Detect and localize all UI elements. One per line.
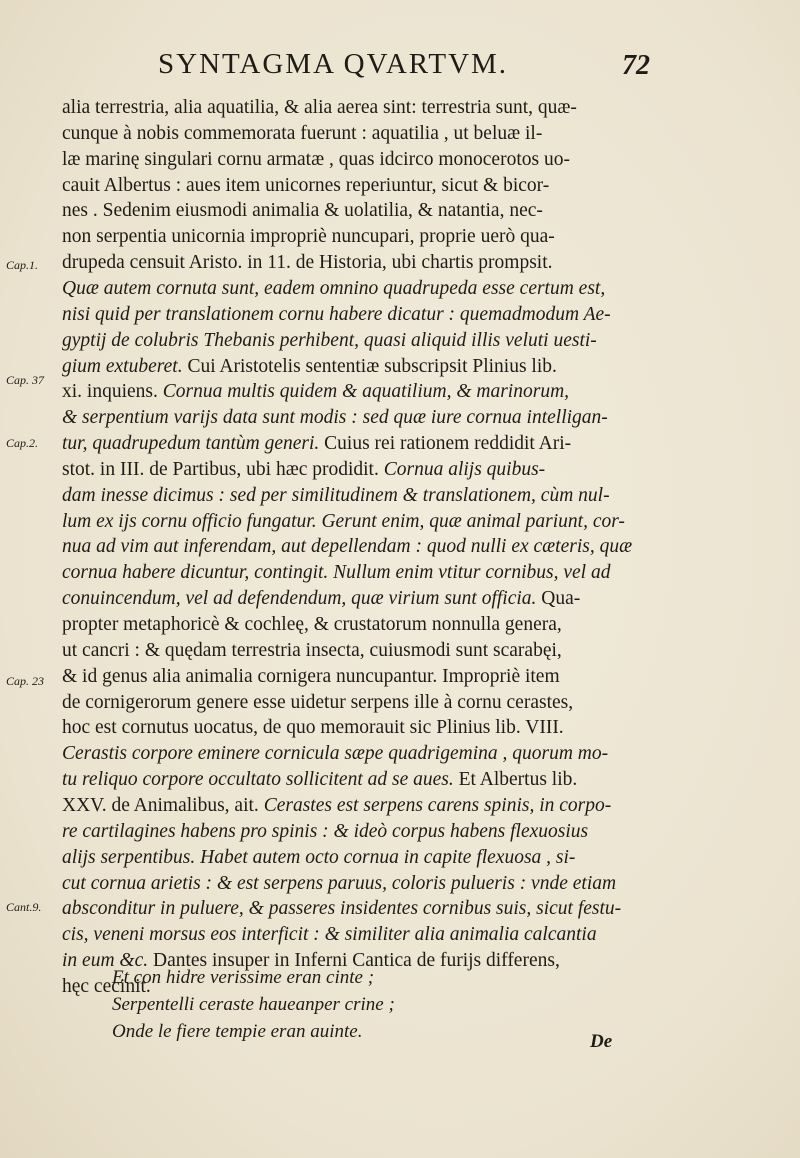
text-line <box>62 405 752 430</box>
text-line <box>62 509 752 534</box>
text-segment: drupeda censuit Aristo. in 11. de Historia, ubi chartis prompsit. <box>62 252 553 274</box>
text-line <box>62 560 752 585</box>
text-line <box>62 612 752 637</box>
text-segment: in eum &c. <box>62 950 149 972</box>
text-line <box>62 767 752 792</box>
text-line <box>62 638 752 663</box>
text-line <box>62 198 752 223</box>
text-segment: tur, quadrupedum tantùm generi. <box>62 433 320 455</box>
text-line <box>62 457 752 482</box>
text-line <box>62 845 752 870</box>
text-segment: nua ad vim aut inferendam, aut depellendam : quod nulli ex cæteris, quæ <box>62 536 633 558</box>
text-segment: alia terrestria, alia aquatilia, & alia aerea sint: terrestria sunt, quæ- <box>62 97 577 118</box>
text-line <box>62 586 752 611</box>
text-segment: hoc est cornutus uocatus, de quo memorauit sic Plinius lib. VIII. <box>62 717 564 739</box>
margin-note: Cap.2. <box>6 436 39 450</box>
text-segment: conuincendum, vel ad defendendum, quæ virium sunt officia. <box>62 588 537 610</box>
verse-line: Onde le fiere tempie eran auinte. <box>112 1021 363 1042</box>
verse-line: Et con hidre verissime eran cinte ; <box>112 967 375 988</box>
text-segment: gyptij de colubris Thebanis perhibent, quasi aliquid illis veluti uesti- <box>62 329 597 351</box>
text-segment: cut cornua arietis : & est serpens paruus, coloris pulueris : vnde etiam <box>62 872 617 894</box>
text-line <box>62 664 752 689</box>
text-line <box>62 690 752 715</box>
text-segment: re cartilagines habens pro spinis : & ideò corpus habens flexuosius <box>62 820 589 842</box>
text-segment: Cerastis corpore eminere cornicula sæpe quadrigemina , quorum mo- <box>62 743 609 765</box>
text-line <box>62 328 752 353</box>
margin-note: Cap.1. <box>6 258 39 272</box>
text-line <box>62 379 752 404</box>
text-line <box>62 483 752 508</box>
text-segment: Dantes insuper in Inferni Cantica de furijs differens, <box>148 950 560 972</box>
text-line <box>62 741 752 766</box>
text-segment: Cerastes est serpens carens spinis, in corpo- <box>263 794 612 816</box>
text-segment: xi. inquiens. <box>62 381 163 403</box>
running-title: SYNTAGMA QVARTVM. <box>158 48 509 80</box>
text-segment: ut cancri : & quędam terrestria insecta, cuiusmodi sunt scarabęi, <box>62 639 562 661</box>
text-line <box>62 896 752 921</box>
text-line <box>62 250 752 275</box>
text-line <box>62 819 752 844</box>
text-line <box>62 431 752 456</box>
text-segment: nisi quid per translationem cornu habere dicatur : quemadmodum Ae- <box>62 303 611 325</box>
text-segment: non serpentia unicornia impropriè nuncupari, proprie uerò qua- <box>62 226 555 248</box>
text-segment: de cornigerorum genere esse uidetur serpens ille à cornu cerastes, <box>62 691 574 713</box>
text-segment: Quæ autem cornuta sunt, eadem omnino quadrupeda esse certum est, <box>62 277 606 299</box>
text-segment: Qua- <box>536 588 581 610</box>
text-line <box>62 302 752 327</box>
margin-note: Cap. 23 <box>6 674 45 688</box>
text-segment: alijs serpentibus. Habet autem octo cornua in capite flexuosa , si- <box>62 846 576 868</box>
text-segment: læ marinę singulari cornu armatæ , quas idcirco monocerotos uo- <box>62 148 570 170</box>
text-line <box>62 715 752 740</box>
text-line <box>62 354 752 379</box>
text-segment: XXV. de Animalibus, ait. <box>62 794 264 816</box>
text-segment: tu reliquo corpore occultato sollicitent ad se aues. <box>62 769 454 791</box>
text-segment: nes . Sedenim eiusmodi animalia & uolatilia, & natantia, nec- <box>62 200 543 222</box>
text-segment: & serpentium varijs data sunt modis : sed quæ iure cornua intelligan- <box>62 407 608 429</box>
text-segment: absconditur in puluere, & passeres insidentes cornibus suis, sicut festu- <box>62 898 622 920</box>
text-segment: cis, veneni morsus eos interficit : & similiter alia animalia calcantia <box>62 924 597 946</box>
text-segment: cunque à nobis commemorata fuerunt : aquatilia , ut beluæ il- <box>62 122 543 144</box>
page-number: 72 <box>622 50 650 81</box>
text-segment: Cornua alijs quibus- <box>383 458 546 480</box>
verse-line: Serpentelli ceraste haueanper crine ; <box>112 994 395 1015</box>
text-line <box>62 793 752 818</box>
text-segment: hęc cecinit. <box>62 975 151 997</box>
text-segment: propter metaphoricè & cochleę, & crustatorum nonnulla genera, <box>62 614 562 635</box>
text-line <box>62 95 752 120</box>
text-line <box>62 922 752 947</box>
text-segment: Cuius rei rationem reddidit Ari- <box>319 433 572 455</box>
text-line <box>62 871 752 896</box>
margin-note: Cant.9. <box>6 900 42 914</box>
text-segment: gium extuberet. <box>62 355 183 377</box>
text-line <box>62 276 752 301</box>
text-segment: lum ex ijs cornu officio fungatur. Gerunt enim, quæ animal pariunt, cor- <box>62 510 625 532</box>
text-line <box>62 224 752 249</box>
text-segment: Cui Aristotelis sententiæ subscripsit Plinius lib. <box>182 355 557 377</box>
margin-note: Cap. 37 <box>6 373 45 387</box>
text-segment: cornua habere dicuntur, contingit. Nullum enim vtitur cornibus, vel ad <box>62 562 611 584</box>
text-segment: dam inesse dicimus : sed per similitudinem & translationem, cùm nul- <box>62 484 610 506</box>
text-line <box>62 534 752 559</box>
text-segment: Cornua multis quidem & aquatilium, & marinorum, <box>162 381 570 403</box>
text-line <box>62 173 752 198</box>
text-segment: Et Albertus lib. <box>453 769 578 791</box>
text-line <box>62 121 752 146</box>
text-segment: & id genus alia animalia cornigera nuncupantur. Impropriè item <box>62 665 560 687</box>
text-line <box>62 147 752 172</box>
catchword: De <box>590 1031 613 1052</box>
text-segment: cauit Albertus : aues item unicornes reperiuntur, sicut & bicor- <box>62 174 550 196</box>
text-segment: stot. in III. de Partibus, ubi hæc prodidit. <box>62 458 384 480</box>
